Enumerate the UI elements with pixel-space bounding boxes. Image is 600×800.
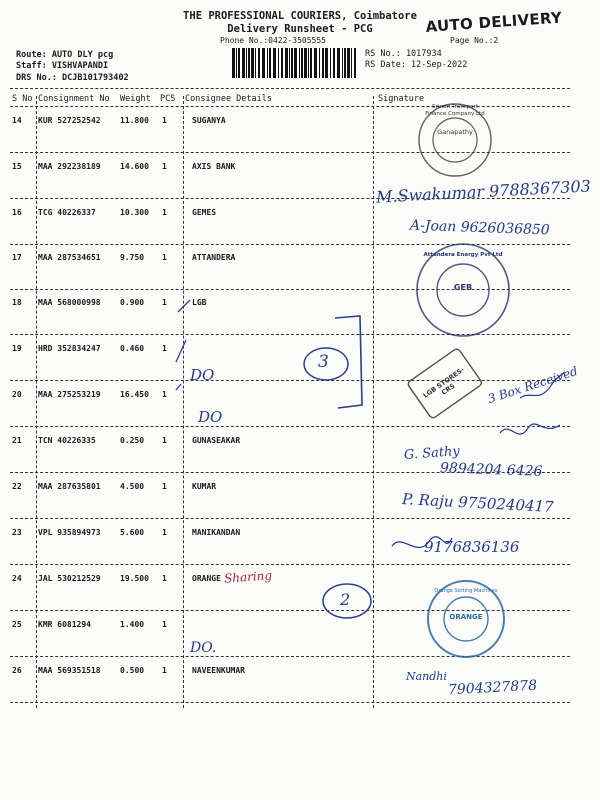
weight: 11.800 xyxy=(120,116,149,125)
rs-date: RS Date: 12-Sep-2022 xyxy=(365,60,468,70)
weight: 16.450 xyxy=(120,390,149,399)
pcs: 1 xyxy=(162,116,167,125)
stamp-text: Attandera Energy Pvt Ltd xyxy=(423,252,503,258)
consignee: ATTANDERA xyxy=(192,253,236,262)
consignment-no: KUR 527252542 xyxy=(38,116,101,125)
ditto-row19: DO xyxy=(190,366,215,384)
weight: 1.400 xyxy=(120,620,145,629)
sno: 24 xyxy=(12,574,22,583)
company-name: THE PROFESSIONAL COURIERS, Coimbatore Delivery Runsheet - PCG xyxy=(183,10,417,35)
tick-mark xyxy=(178,300,190,312)
consignee: LGB xyxy=(192,298,207,307)
pcs: 1 xyxy=(162,666,167,675)
pcs: 1 xyxy=(162,436,167,445)
sno: 21 xyxy=(12,436,22,445)
consignment-no: MAA 287534651 xyxy=(38,253,101,262)
auto-delivery-stamp: AUTO DELIVERY xyxy=(425,8,563,36)
rs-number: RS No.: 1017934 xyxy=(365,49,442,59)
pcs: 1 xyxy=(162,253,167,262)
pcs: 1 xyxy=(162,390,167,399)
pcs: 1 xyxy=(162,208,167,217)
pcs: 1 xyxy=(162,344,167,353)
col-consignee: Consignee Details xyxy=(185,94,272,104)
consignee: GEMES xyxy=(192,208,217,217)
signature-row15: M.Swakumar 9788367303 xyxy=(375,176,592,207)
signature-mark xyxy=(500,424,560,434)
ditto-row25: DO. xyxy=(190,640,217,656)
pcs: 1 xyxy=(162,620,167,629)
tick-mark xyxy=(176,340,186,362)
weight: 10.300 xyxy=(120,208,149,217)
route: Route: AUTO DLY pcg xyxy=(16,50,114,60)
consignee: MANIKANDAN xyxy=(192,528,241,537)
consignee: KUMAR xyxy=(192,482,217,491)
sno: 25 xyxy=(12,620,22,629)
consignment-no: JAL 530212529 xyxy=(38,574,101,583)
weight: 19.500 xyxy=(120,574,149,583)
sno: 16 xyxy=(12,208,22,217)
signature-row23: 9176836136 xyxy=(424,538,520,556)
consignment-no: MAA 287635801 xyxy=(38,482,101,491)
consignment-no: MAA 275253219 xyxy=(38,390,101,399)
phone-number: Phone No.:0422-3505555 xyxy=(220,36,326,45)
ditto-row20: DO xyxy=(198,408,223,426)
page-number: Page No.:2 xyxy=(450,36,499,45)
sno: 15 xyxy=(12,162,22,171)
stamp-text: ORANGE xyxy=(449,613,483,621)
sno: 14 xyxy=(12,116,22,125)
tick-mark xyxy=(176,384,181,390)
consignment-no: MAA 568000998 xyxy=(38,298,101,307)
signature-row22: P. Raju 9750240417 xyxy=(401,490,555,516)
col-pcs: PCS xyxy=(160,94,176,104)
pcs: 1 xyxy=(162,574,167,583)
sno: 20 xyxy=(12,390,22,399)
signature-row26-name: Nandhi xyxy=(406,670,447,683)
consignee: NAVEENKUMAR xyxy=(192,666,245,675)
col-weight: Weight xyxy=(120,94,151,104)
col-signature: Signature xyxy=(378,94,425,104)
signature-row21-phone: 9894204 6426 xyxy=(439,460,543,480)
weight: 0.250 xyxy=(120,436,145,445)
consignee: ORANGE xyxy=(192,574,221,583)
col-consignment: Consignment No xyxy=(38,94,110,104)
pcs: 1 xyxy=(162,162,167,171)
stamp-text: GEB xyxy=(453,283,473,292)
weight: 0.500 xyxy=(120,666,145,675)
stamp-text: Orange Sorting Machines xyxy=(434,588,498,594)
stamp-text: LGB STORES-CRS xyxy=(421,365,466,400)
note-row24: Sharing xyxy=(223,568,273,586)
consignment-no: MAA 292238189 xyxy=(38,162,101,171)
stamp-text: Sriram Transport Finance Company Ltd xyxy=(425,104,485,117)
weight: 5.600 xyxy=(120,528,145,537)
pcs: 1 xyxy=(162,298,167,307)
signature-row26-phone: 7904327878 xyxy=(447,677,538,699)
box-received-note: 3 Box Received xyxy=(486,363,580,407)
weight: 0.460 xyxy=(120,344,145,353)
consignee: AXIS BANK xyxy=(192,162,236,171)
sno: 22 xyxy=(12,482,22,491)
consignee: SUGANYA xyxy=(192,116,226,125)
circled-count-row19: 3 xyxy=(318,352,329,372)
signature-row16: A-Joan 9626036850 xyxy=(409,217,551,239)
pcs: 1 xyxy=(162,482,167,491)
consignment-no: KMR 6081294 xyxy=(38,620,91,629)
weight: 14.600 xyxy=(120,162,149,171)
consignment-no: TCG 40226337 xyxy=(38,208,96,217)
signature-row21-name: G. Sathy xyxy=(403,444,461,463)
consignment-no: TCN 40226335 xyxy=(38,436,96,445)
sno: 18 xyxy=(12,298,22,307)
sno: 23 xyxy=(12,528,22,537)
sno: 19 xyxy=(12,344,22,353)
sno: 26 xyxy=(12,666,22,675)
pcs: 1 xyxy=(162,528,167,537)
circled-count-row24: 2 xyxy=(340,590,351,609)
consignment-no: MAA 569351518 xyxy=(38,666,101,675)
drs-number: DRS No.: DCJB101793402 xyxy=(16,73,129,83)
consignment-no: HRD 352834247 xyxy=(38,344,101,353)
weight: 9.750 xyxy=(120,253,145,262)
staff: Staff: VISHVAPANDI xyxy=(16,61,109,71)
consignee: GUNASEAKAR xyxy=(192,436,241,445)
weight: 4.500 xyxy=(120,482,145,491)
weight: 0.900 xyxy=(120,298,145,307)
col-sno: S No xyxy=(12,94,33,104)
sno: 17 xyxy=(12,253,22,262)
consignment-no: VPL 935894973 xyxy=(38,528,101,537)
stamp-text: Ganapathy xyxy=(437,128,473,136)
